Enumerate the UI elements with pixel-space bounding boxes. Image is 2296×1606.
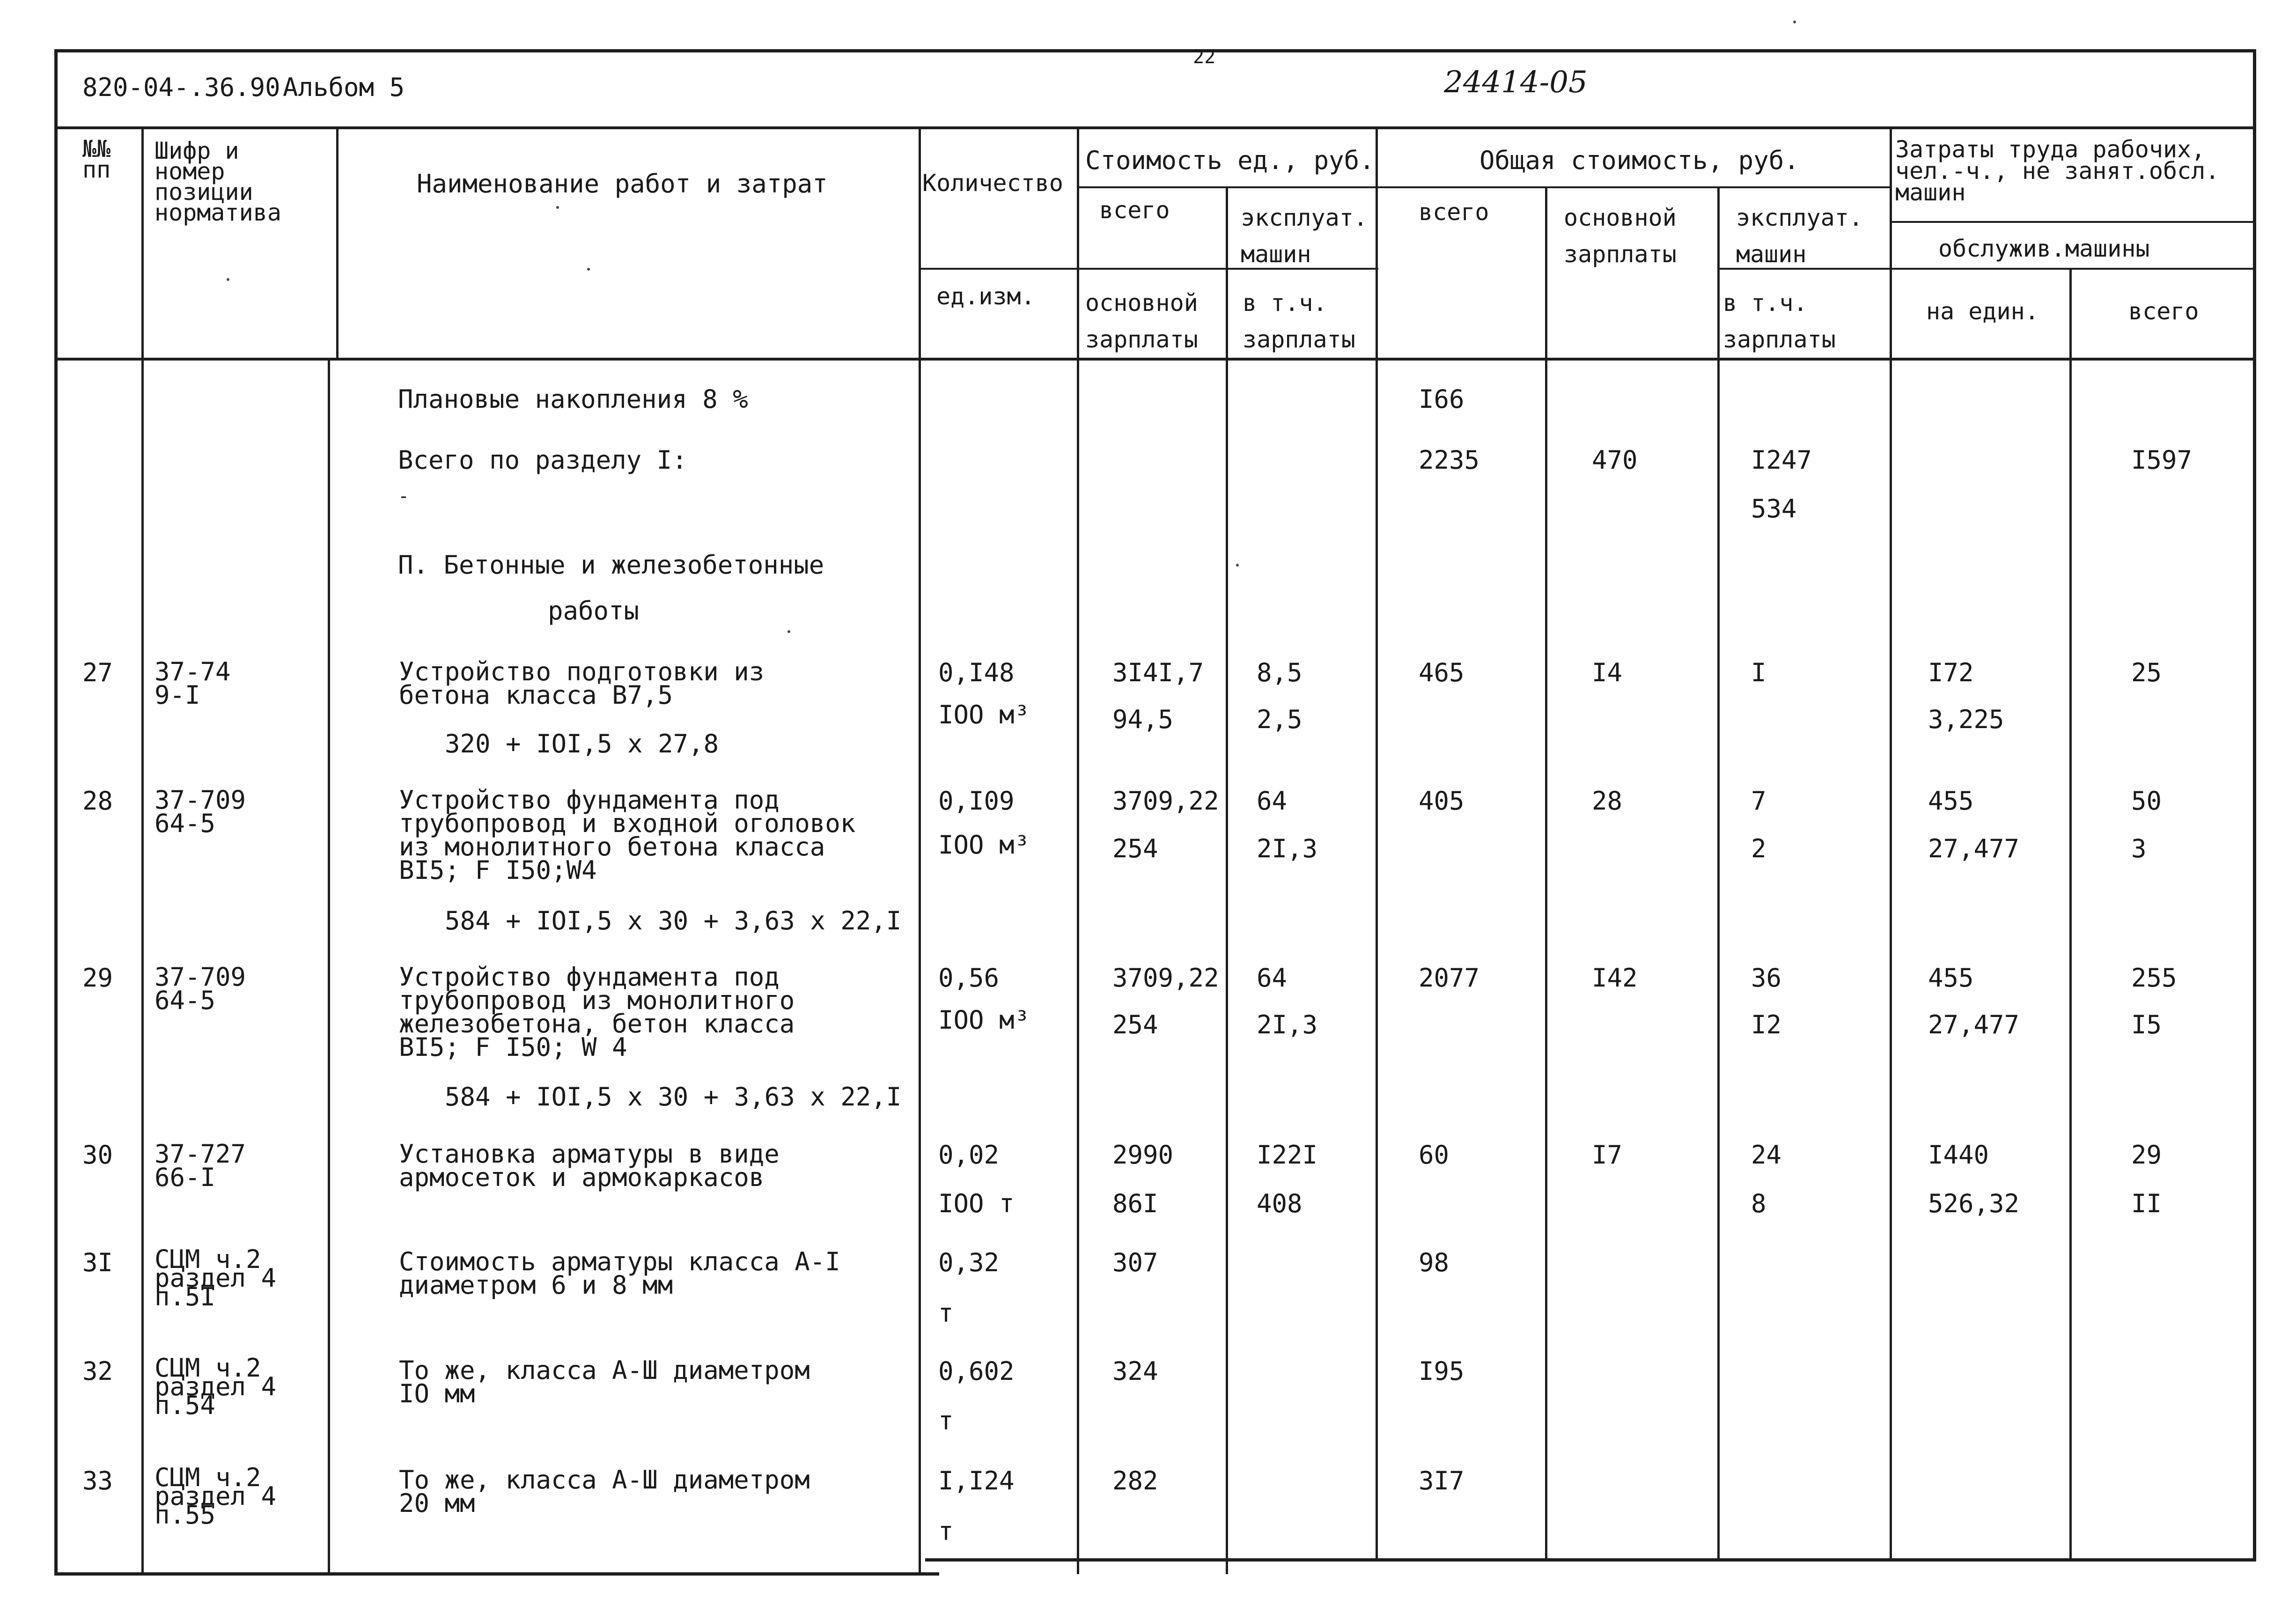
row-total: 3I7: [1419, 1466, 1464, 1495]
section-dash: -: [398, 486, 410, 507]
row-labor-total2: I5: [2131, 1010, 2162, 1039]
frame-top: [55, 49, 2256, 52]
header-unit-cost: Стоимость ед., руб.: [1085, 146, 1375, 175]
row-labor-total: 255: [2131, 963, 2177, 993]
row-labor-unit2: 27,477: [1928, 834, 2020, 863]
row-total-mach: I: [1751, 658, 1766, 687]
row-total-mach-wage: 2: [1751, 834, 1766, 863]
row-labor-unit: I440: [1928, 1140, 1989, 1170]
header-labor-unit: на един.: [1926, 298, 2039, 325]
row-unit-total: 3709,22: [1112, 786, 1219, 816]
col-sep-6: [1376, 126, 1378, 1560]
row-total: 465: [1419, 658, 1464, 687]
rule-labor-1: [1891, 221, 2256, 223]
header-unit-mach: эксплуат. машин: [1241, 204, 1368, 268]
col-sep-2: [336, 126, 339, 361]
row-unit-total: 307: [1112, 1248, 1158, 1277]
col-sep-5: [1226, 186, 1228, 1574]
col-sep-9: [1890, 126, 1892, 1560]
frame-bottom: [54, 1572, 939, 1576]
row-qty: 0,I48: [938, 658, 1015, 687]
row-labor-unit: 455: [1928, 963, 1974, 993]
frame-left: [54, 49, 58, 1576]
scan-speck: [587, 268, 590, 271]
row-unit-mach: 64: [1257, 786, 1288, 816]
planned-label: Плановые накопления 8 %: [398, 384, 748, 414]
row-total-mach-wage: I2: [1751, 1010, 1782, 1039]
row-name: Установка арматуры в виде армосеток и армокаркасов: [399, 1139, 780, 1192]
row-total-wage: 28: [1592, 786, 1623, 816]
header-total-incl-wage: в т.ч. зарплаты: [1723, 289, 1836, 353]
row-labor-unit: 455: [1928, 786, 1974, 816]
header-total-mach: эксплуат. машин: [1736, 204, 1863, 268]
row-num: 33: [82, 1466, 113, 1495]
col-sep-10: [2069, 268, 2072, 1560]
header-total-wage: основной зарплаты: [1564, 204, 1677, 268]
row-name: Устройство фундамента под трубопровод и входной оголовок из монолитного бетона класса BI5; F I50;W4: [399, 785, 856, 885]
section-total-label: Всего по разделу I:: [398, 445, 687, 475]
header-labor-serv: обслужив.машины: [1938, 235, 2150, 262]
row-unit-wage: 86I: [1112, 1189, 1158, 1218]
row-qty: 0,02: [938, 1140, 1000, 1170]
header-num: №№ пп: [82, 135, 111, 183]
row-labor-total: 25: [2131, 658, 2162, 687]
row-labor-total: 29: [2131, 1140, 2162, 1170]
header-top-rule: [55, 126, 2256, 129]
section2-title: П. Бетонные и железобетонные: [398, 550, 824, 580]
row-total-wage: I7: [1592, 1140, 1623, 1170]
header-code: Шифр и номер позиции норматива: [155, 137, 281, 226]
section-wage: 470: [1592, 445, 1638, 475]
row-unit-wage: 254: [1112, 1010, 1158, 1039]
row-unit: т: [938, 1517, 954, 1546]
frame-right: [2253, 49, 2256, 1562]
row-code: 37-74 9-I: [155, 657, 231, 710]
header-unit: ед.изм.: [936, 283, 1035, 310]
row-formula: 584 + IOI,5 x 30 + 3,63 x 22,I: [445, 1082, 902, 1112]
row-qty: 0,32: [938, 1248, 1000, 1277]
handwritten-code: 24414-05: [1444, 65, 1588, 100]
header-total-cost: Общая стоимость, руб.: [1479, 146, 1799, 175]
row-unit: т: [938, 1298, 954, 1328]
row-num: 3I: [82, 1248, 113, 1277]
row-unit-total: 324: [1112, 1356, 1158, 1386]
row-name: Устройство подготовки из бетона класса В7,5: [399, 657, 765, 710]
row-unit-mach-wage: 2I,3: [1257, 834, 1318, 863]
header-unit-wage: основной зарплаты: [1085, 289, 1198, 353]
row-unit-mach: I22I: [1257, 1140, 1318, 1170]
col-sep-8: [1717, 186, 1720, 1560]
row-unit: IOO м³: [938, 700, 1030, 729]
row-unit-wage: 254: [1112, 834, 1158, 863]
row-name: Устройство фундамента под трубопровод из монолитного железобетона, бетон класса BI5; F I50; W 4: [399, 962, 795, 1062]
row-labor-unit2: 27,477: [1928, 1010, 2020, 1039]
row-total-mach: 7: [1751, 786, 1766, 816]
row-total: I95: [1419, 1356, 1464, 1386]
row-unit: IOO т: [938, 1189, 1015, 1218]
col-sep-3: [919, 126, 921, 1574]
album-label: Альбом 5: [283, 73, 405, 102]
row-total: 60: [1419, 1140, 1450, 1170]
scan-speck: [556, 206, 559, 209]
row-labor-unit: I72: [1928, 658, 1974, 687]
rule-total-cost: [1377, 186, 1891, 188]
col-sep-7: [1545, 186, 1547, 1560]
row-code: СЦМ ч.2 раздел 4 п.5I: [155, 1245, 277, 1311]
scan-speck: [1236, 564, 1239, 567]
row-unit-mach: 8,5: [1257, 658, 1303, 687]
row-qty: I,I24: [938, 1466, 1015, 1495]
row-qty: 0,56: [938, 963, 1000, 993]
row-unit-mach-wage: 2,5: [1257, 705, 1303, 734]
row-unit-wage: 94,5: [1112, 705, 1174, 734]
row-total-wage: I42: [1592, 963, 1638, 993]
row-unit: т: [938, 1406, 954, 1436]
row-num: 28: [82, 786, 113, 816]
row-unit-mach-wage: 408: [1257, 1189, 1303, 1218]
row-total-mach: 24: [1751, 1140, 1782, 1170]
row-code: СЦМ ч.2 раздел 4 п.54: [155, 1353, 277, 1420]
row-total-mach-wage: 8: [1751, 1189, 1766, 1218]
row-code: СЦМ ч.2 раздел 4 п.55: [155, 1463, 277, 1530]
header-unit-incl-wage: в т.ч. зарплаты: [1243, 289, 1355, 353]
row-code: 37-727 66-I: [155, 1139, 246, 1192]
section-total: 2235: [1419, 445, 1480, 475]
row-labor-total2: 3: [2131, 834, 2147, 863]
col-sep-2b: [328, 360, 330, 1574]
row-formula: 320 + IOI,5 x 27,8: [445, 729, 719, 759]
planned-total: I66: [1419, 384, 1464, 414]
scan-speck: [787, 630, 790, 633]
row-code: 37-709 64-5: [155, 785, 246, 838]
row-num: 27: [82, 658, 113, 687]
header-labor-total: всего: [2128, 298, 2199, 325]
row-num: 29: [82, 963, 113, 993]
row-unit: IOO м³: [938, 830, 1030, 860]
doc-code: 820-04-.36.90: [82, 73, 280, 102]
row-name: То же, класса А-Ш диаметром IO мм: [399, 1356, 810, 1408]
row-qty: 0,I09: [938, 786, 1015, 816]
row-unit-mach: 64: [1257, 963, 1288, 993]
row-name: То же, класса А-Ш диаметром 20 мм: [399, 1465, 810, 1518]
row-name: Стоимость арматуры класса A-I диаметром 6 и 8 мм: [399, 1247, 840, 1300]
row-unit-total: 3709,22: [1112, 963, 1219, 993]
section-mach-wage: 534: [1751, 494, 1797, 523]
frame-bottom-right: [925, 1558, 2256, 1562]
header-labor: Затраты труда рабочих, чел.-ч., не занят.обсл. машин: [1895, 136, 2220, 206]
header-name: Наименование работ и затрат: [417, 169, 828, 199]
row-labor-total2: II: [2131, 1189, 2162, 1218]
header-unit-total: всего: [1099, 197, 1170, 224]
row-unit-total: 282: [1112, 1466, 1158, 1495]
row-code: 37-709 64-5: [155, 962, 246, 1015]
row-unit-total: 2990: [1112, 1140, 1174, 1170]
row-total: 2077: [1419, 963, 1480, 993]
row-total-wage: I4: [1592, 658, 1623, 687]
col-sep-4: [1077, 126, 1079, 1574]
header-total-all: всего: [1419, 199, 1489, 226]
row-labor-total: 50: [2131, 786, 2162, 816]
section-mach: I247: [1751, 445, 1812, 475]
row-num: 32: [82, 1356, 113, 1386]
page-number: 22: [1193, 46, 1216, 68]
header-qty: Количество: [922, 169, 1064, 197]
col-sep-1: [141, 126, 144, 1574]
row-formula: 584 + IOI,5 x 30 + 3,63 x 22,I: [445, 906, 902, 936]
section-labor: I597: [2131, 445, 2193, 475]
row-unit-mach-wage: 2I,3: [1257, 1010, 1318, 1039]
section2-title-cont: работы: [548, 596, 640, 626]
row-unit-total: 3I4I,7: [1112, 658, 1204, 687]
scan-speck: [227, 278, 229, 281]
row-total: 405: [1419, 786, 1464, 816]
scan-speck: [1793, 21, 1796, 23]
row-unit: IOO м³: [938, 1005, 1030, 1035]
row-qty: 0,602: [938, 1356, 1015, 1386]
row-num: 30: [82, 1140, 113, 1170]
row-total-mach: 36: [1751, 963, 1782, 993]
row-total: 98: [1419, 1248, 1450, 1277]
row-labor-unit2: 3,225: [1928, 705, 2004, 734]
header-bottom-rule: [55, 358, 2256, 361]
rule-labor-2: [1891, 268, 2256, 270]
row-labor-unit2: 526,32: [1928, 1189, 2020, 1218]
